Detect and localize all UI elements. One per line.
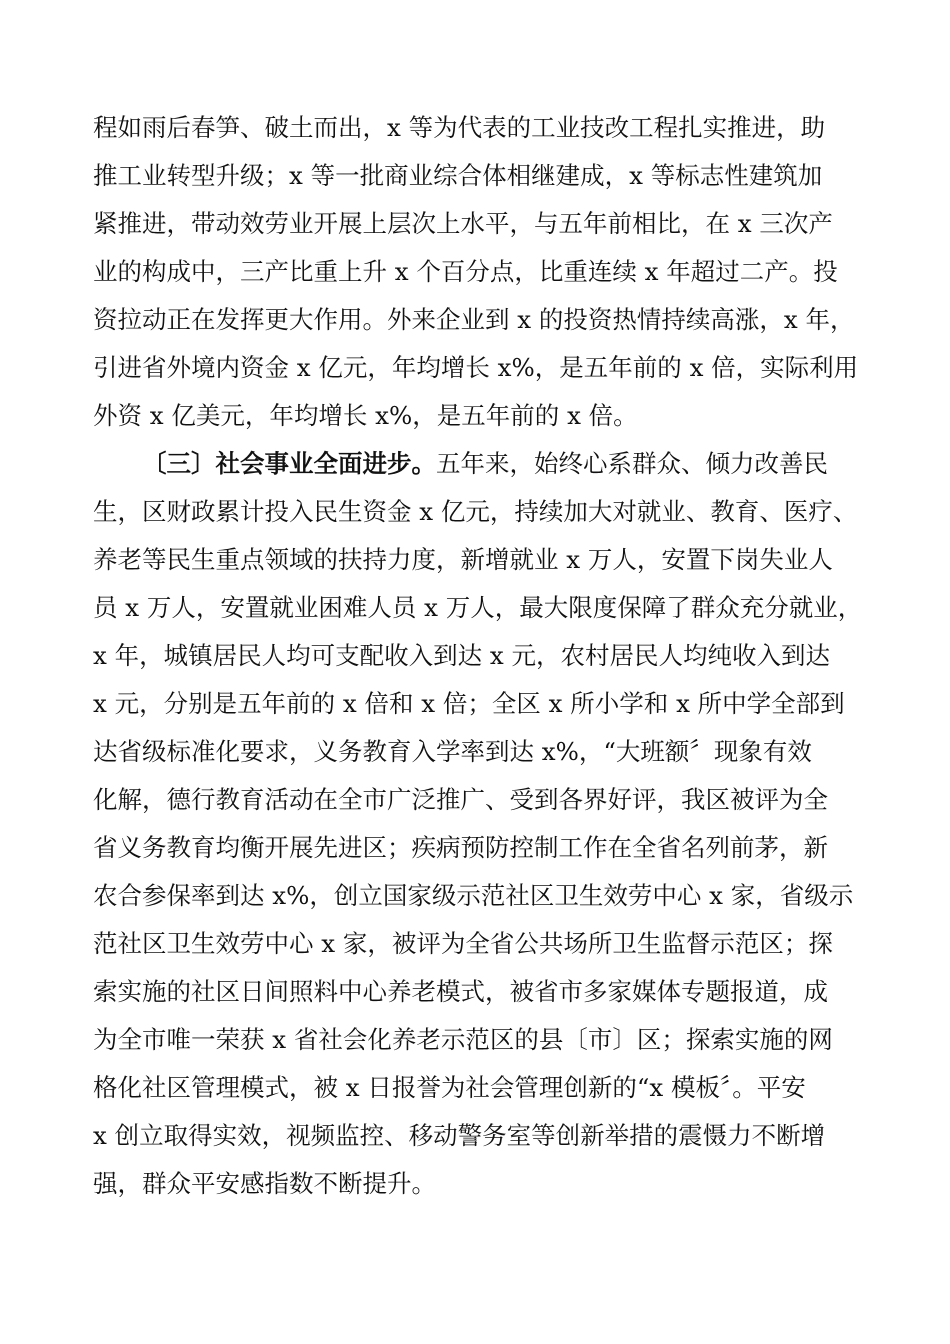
text-line: 范社区卫生效劳中心 x 家，被评为全省公共场所卫生监督示范区；探 <box>93 929 833 958</box>
text-line: 为全市唯一荣获 x 省社会化养老示范区的县〔市〕区；探索实施的网 <box>93 1025 833 1054</box>
text-line: x 元，分别是五年前的 x 倍和 x 倍；全区 x 所小学和 x 所中学全部到 <box>93 689 845 718</box>
text-line: 格化社区管理模式，被 x 日报誉为社会管理创新的“x 模板〞。平安 <box>93 1073 806 1102</box>
text-line: 业的构成中，三产比重上升 x 个百分点，比重连续 x 年超过二产。投 <box>93 257 838 286</box>
text-line: 引进省外境内资金 x 亿元，年均增长 x%，是五年前的 x 倍，实际利用 <box>93 353 859 382</box>
text-run: 五年来，始终心系群众、倾力改善民 <box>436 449 828 478</box>
text-line: 员 x 万人，安置就业困难人员 x 万人，最大限度保障了群众充分就业， <box>93 593 863 622</box>
text-line: 农合参保率到达 x%，创立国家级示范社区卫生效劳中心 x 家，省级示 <box>93 881 854 910</box>
text-line: 养老等民生重点领域的扶持力度，新增就业 x 万人，安置下岗失业人 <box>93 545 833 574</box>
text-line: 外资 x 亿美元，年均增长 x%，是五年前的 x 倍。 <box>93 401 638 430</box>
section-heading: 〔三〕社会事业全面进步。 <box>142 449 436 478</box>
text-line: 达省级标准化要求，义务教育入学率到达 x%，“大班额〞现象有效 <box>93 737 812 766</box>
paragraph-social-progress <box>93 440 863 1208</box>
text-line: 索实施的社区日间照料中心养老模式，被省市多家媒体专题报道，成 <box>93 977 828 1006</box>
text-line: 资拉动正在发挥更大作用。外来企业到 x 的投资热情持续高涨，x 年， <box>93 305 855 334</box>
document-body <box>93 104 863 1208</box>
text-line: 化解，德行教育活动在全市广泛推广、受到各界好评，我区被评为全 <box>93 785 828 814</box>
text-line: x 创立取得实效，视频监控、移动警务室等创新举措的震慑力不断增 <box>93 1121 826 1150</box>
text-line: 强，群众平安感指数不断提升。 <box>93 1169 436 1198</box>
paragraph-investment <box>93 104 863 440</box>
text-line: 推工业转型升级；x 等一批商业综合体相继建成，x 等标志性建筑加 <box>93 161 823 190</box>
text-line: 程如雨后春笋、破土而出，x 等为代表的工业技改工程扎实推进，助 <box>93 113 826 142</box>
text-line: 生，区财政累计投入民生资金 x 亿元，持续加大对就业、教育、医疗、 <box>93 497 858 526</box>
paragraph-first-line <box>93 440 863 488</box>
text-line: x 年，城镇居民人均可支配收入到达 x 元，农村居民人均纯收入到达 <box>93 641 830 670</box>
text-line: 紧推进，带动效劳业开展上层次上水平，与五年前相比，在 x 三次产 <box>93 209 833 238</box>
text-line: 省义务教育均衡开展先进区；疾病预防控制工作在全省名列前茅，新 <box>93 833 828 862</box>
